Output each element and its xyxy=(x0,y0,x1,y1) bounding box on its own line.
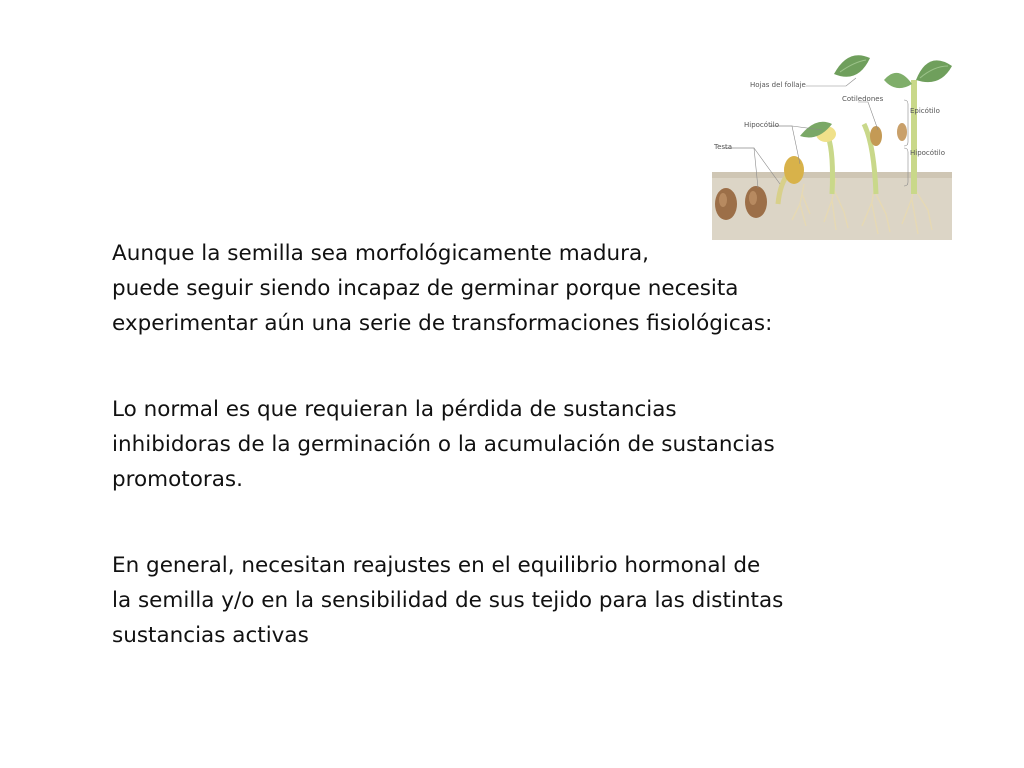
label-testa: Testa xyxy=(714,143,733,151)
body-text xyxy=(112,236,972,653)
paragraph-2-line-3: promotoras. xyxy=(112,467,243,492)
paragraph-1 xyxy=(112,236,972,341)
label-hipocotilo-right: Hipocótilo xyxy=(910,149,945,157)
paragraph-3-line-3: sustancias activas xyxy=(112,623,309,648)
paragraph-3 xyxy=(112,548,972,653)
seedling-4-leaf-left xyxy=(884,73,912,88)
germination-illustration xyxy=(708,44,956,240)
paragraph-1-line-2: puede seguir siendo incapaz de germinar porque necesita xyxy=(112,276,739,301)
paragraph-1-line-1: Aunque la semilla sea morfológicamente madura, xyxy=(112,241,649,266)
paragraph-3-line-1: En general, necesitan reajustes en el equilibrio hormonal de xyxy=(112,553,761,578)
seedling-4-cotyledon xyxy=(897,123,907,141)
paragraph-3-line-2: la semilla y/o en la sensibilidad de sus tejido para las distintas xyxy=(112,588,784,613)
paragraph-2 xyxy=(112,392,972,497)
label-hipocotilo-top: Hipocótilo xyxy=(744,121,779,129)
label-hojas-del-follaje: Hojas del follaje xyxy=(750,81,806,89)
paragraph-1-line-3: experimentar aún una serie de transformaciones fisiológicas: xyxy=(112,311,773,336)
germination-diagram xyxy=(708,44,956,240)
label-epicotilo: Epicótilo xyxy=(910,107,940,115)
paragraph-2-line-1: Lo normal es que requieran la pérdida de sustancias xyxy=(112,397,677,422)
label-cotiledones: Cotiledones xyxy=(842,95,884,103)
seedling-3-leaf-left xyxy=(834,55,870,77)
seedling-3-cotyledon xyxy=(870,126,882,146)
paragraph-2-line-2: inhibidoras de la germinación o la acumulación de sustancias xyxy=(112,432,775,457)
seedling-1-cotyledon xyxy=(784,156,804,184)
seedling-4-leaf-right xyxy=(916,60,952,82)
